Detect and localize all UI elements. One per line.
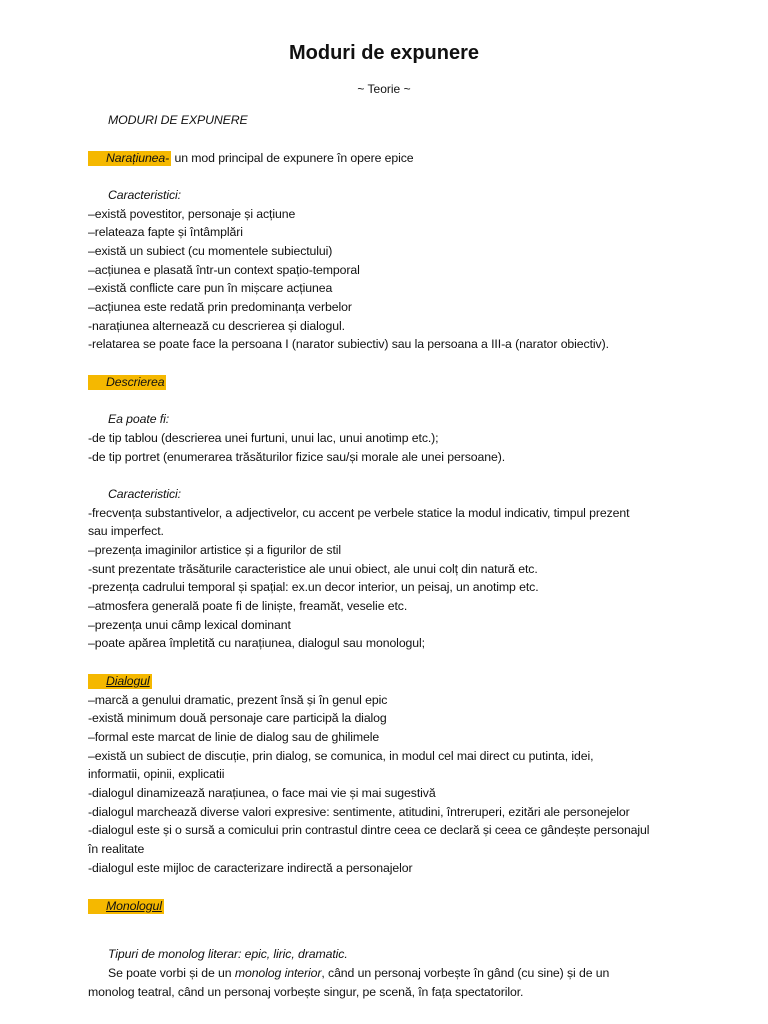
naratiunea-caract-heading: Caracteristici: [108, 188, 181, 202]
list-item: -prezența cadrului temporal și spațial: ex.un decor interior, un peisaj, un anotimp etc. [88, 580, 539, 594]
list-item: -sunt prezentate trăsăturile caracteristice ale unui obiect, ale unui colț din natură etc. [88, 562, 538, 576]
list-item: –prezența imaginilor artistice și a figurilor de stil [88, 543, 342, 557]
list-item: -de tip portret (enumerarea trăsăturilor fizice sau/și morale ale unei persoane). [88, 450, 506, 464]
monologul-tipuri: Tipuri de monolog literar: epic, liric, dramatic. [108, 947, 348, 961]
list-item: informatii, opinii, explicatii [88, 767, 225, 781]
descrierea-caract-heading: Caracteristici: [108, 487, 181, 501]
monologul-p1-a: Se poate vorbi și de un [108, 966, 235, 980]
list-item: –acțiunea este redată prin predominanța verbelor [88, 300, 352, 314]
list-item: -există minimum două personaje care participă la dialog [88, 711, 387, 725]
list-item: -dialogul dinamizează narațiunea, o face mai vie și mai sugestivă [88, 786, 436, 800]
list-item: –există povestitor, personaje și acțiune [88, 207, 296, 221]
list-item: –atmosfera generală poate fi de liniște, freamăt, veselie etc. [88, 599, 408, 613]
list-item: –există un subiect (cu momentele subiectului) [88, 244, 333, 258]
list-item: -relatarea se poate face la persoana I (narator subiectiv) sau la persoana a III-a (narator obiectiv). [88, 337, 609, 351]
descrierea-label: Descrierea [88, 375, 166, 390]
list-item: –există conflicte care pun în mișcare acțiunea [88, 281, 333, 295]
list-item: -frecvența substantivelor, a adjectivelor, cu accent pe verbele statice la modul indicativ, timpul prezent [88, 506, 630, 520]
monologul-paragraph-line1 [108, 964, 609, 982]
monologul-p1-c: , când un personaj vorbește în gând (cu sine) și de un [321, 966, 610, 980]
list-item: –relateaza fapte și întâmplări [88, 225, 243, 239]
descrierea-poate-heading: Ea poate fi: [108, 412, 170, 426]
monologul-line [108, 897, 164, 915]
list-item: –marcă a genului dramatic, prezent însă și în genul epic [88, 693, 388, 707]
list-item: –formal este marcat de linie de dialog sau de ghilimele [88, 730, 380, 744]
list-item: –prezența unui câmp lexical dominant [88, 618, 291, 632]
dialogul-label: Dialogul [88, 674, 152, 689]
list-item: -narațiunea alternează cu descrierea și dialogul. [88, 319, 345, 333]
naratiunea-text: un mod principal de expunere în opere epice [171, 151, 414, 165]
list-item: –acțiunea e plasată într-un context spațio-temporal [88, 263, 360, 277]
document-title: Moduri de expunere [288, 42, 480, 64]
monologul-label: Monologul [88, 899, 164, 914]
document-subtitle: ~ Teorie ~ [357, 82, 411, 96]
naratiunea-label: Narațiunea- [88, 151, 171, 166]
list-item: -de tip tablou (descrierea unei furtuni, unui lac, unui anotimp etc.); [88, 431, 439, 445]
naratiunea-line [108, 149, 414, 167]
list-item: –există un subiect de discuție, prin dialog, se comunica, in modul cel mai direct cu putinta, idei, [88, 749, 594, 763]
monologul-p1-b: monolog interior [234, 966, 322, 980]
list-item: -dialogul marchează diverse valori expresive: sentimente, atitudini, întreruperi, ezitări ale personejelor [88, 805, 630, 819]
monologul-paragraph-line2: monolog teatral, când un personaj vorbește singur, pe scenă, în fața spectatorilor. [88, 985, 524, 999]
list-item: -dialogul este mijloc de caracterizare indirectă a personajelor [88, 861, 413, 875]
list-item: sau imperfect. [88, 524, 164, 538]
list-item: -dialogul este și o sursă a comicului prin contrastul dintre ceea ce declară și ceea ce gândește personajul [88, 823, 650, 837]
section-heading: MODURI DE EXPUNERE [108, 113, 248, 127]
list-item: –poate apărea împletită cu narațiunea, dialogul sau monologul; [88, 636, 425, 650]
dialogul-line [108, 672, 152, 690]
list-item: în realitate [88, 842, 145, 856]
descrierea-line [108, 373, 166, 391]
